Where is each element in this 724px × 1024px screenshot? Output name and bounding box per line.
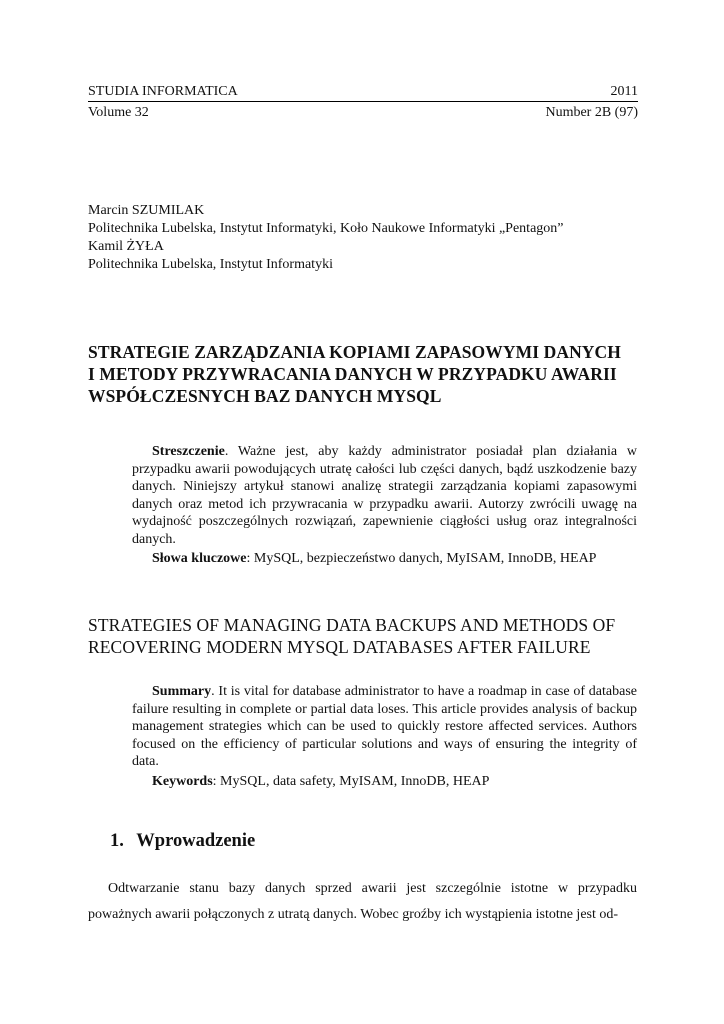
keywords-list: : MySQL, data safety, MyISAM, InnoDB, HEAP [212,773,490,789]
keywords-label: Keywords [152,773,213,789]
body-text: Odtwarzanie stanu bazy danych sprzed awarii jest szczególnie istotne w przypadku poważnych awarii połączonych z utratą danych. Wobec groźby ich wystąpienia istotne jest od- [88,881,637,922]
section-title: Wprowadzenie [136,831,256,851]
running-subheader [88,104,638,122]
abstract-text [132,443,637,548]
keywords-label: Słowa kluczowe [152,551,247,566]
header-rule [88,101,638,102]
journal-year: 2011 [610,84,638,99]
paper-title-polish [88,341,648,407]
journal-name: STUDIA INFORMATICA [88,84,238,99]
keywords-line [132,550,637,568]
author-name: Marcin SZUMILAK [88,203,205,218]
paper-title-english [88,614,648,658]
abstract-body: . It is vital for database administrator to have a roadmap in case of database failure resulting in complete or partial data loses. This article provides analysis of backup management strategies which can be used to quickly restore affected services. Authors focused on the efficiency of particular solutions and ways of ensuring the integrity of data. [132,684,637,769]
title-line: RECOVERING MODERN MYSQL DATABASES AFTER FAILURE [88,637,591,657]
author-affiliation: Politechnika Lubelska, Instytut Informatyki, Koło Naukowe Informatyki „Pentagon” [88,221,564,236]
abstract-polish [132,443,637,568]
title-line: WSPÓŁCZESNYCH BAZ DANYCH MYSQL [88,386,442,406]
abstract-label: Streszczenie [152,444,225,459]
title-line: STRATEGIES OF MANAGING DATA BACKUPS AND METHODS OF [88,615,616,635]
title-line: STRATEGIE ZARZĄDZANIA KOPIAMI ZAPASOWYMI DANYCH [88,342,621,362]
abstract-body: . Ważne jest, aby każdy administrator posiadał plan działania w przypadku awarii powodujących utratę całości lub części danych, bądź uszkodzenie bazy danych. Niniejszy artykuł stanowi analizę strategii zarządzania kopiami zapasowymi danych oraz metod ich przywracania w przypadku awarii. Autorzy zwrócili uwagę na wydajność poszczególnych rozwiązań, zapewnienie ciągłości usług oraz integralności danych. [132,444,637,547]
keywords-line [132,773,637,791]
abstract-text [132,683,637,771]
abstract-label: Summary [152,684,212,699]
body-paragraph [88,876,637,928]
section-number: 1. [110,831,124,851]
abstract-english [132,683,637,790]
journal-volume: Volume 32 [88,105,149,120]
running-header [88,83,638,101]
section-heading [110,829,255,853]
author-name: Kamil ŻYŁA [88,239,164,254]
author-affiliation: Politechnika Lubelska, Instytut Informatyki [88,257,333,272]
keywords-list: : MySQL, bezpieczeństwo danych, MyISAM, InnoDB, HEAP [246,551,597,566]
title-line: I METODY PRZYWRACANIA DANYCH W PRZYPADKU AWARII [88,364,617,384]
journal-number: Number 2B (97) [545,105,638,120]
author-block [88,202,648,274]
